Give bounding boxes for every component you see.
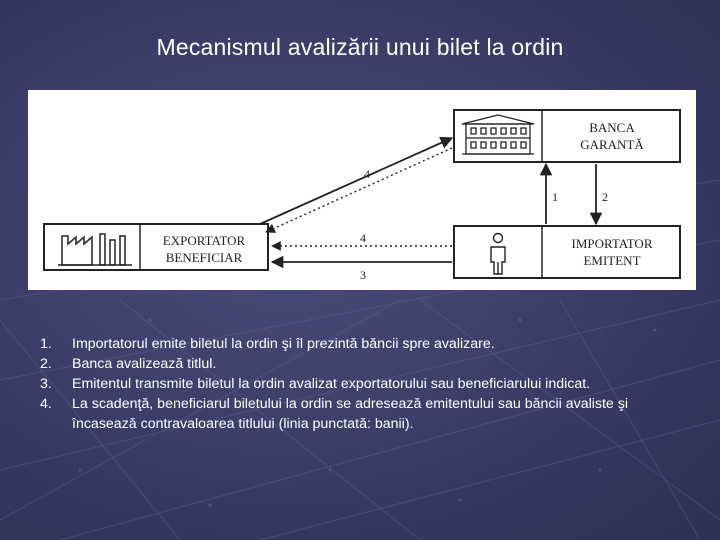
label-2: 2 (602, 190, 608, 204)
arrow-exporter-to-bank (260, 138, 452, 224)
list-item (40, 334, 680, 354)
bank-box (454, 110, 680, 162)
exporter-line2: BENEFICIAR (165, 250, 243, 265)
step-number: 3. (40, 376, 52, 392)
importer-line1: IMPORTATOR (571, 236, 653, 251)
bank-line2: GARANTĂ (580, 137, 644, 152)
importer-line2: EMITENT (583, 253, 641, 268)
diagram-panel (28, 90, 696, 290)
exporter-box (44, 224, 268, 270)
label-4-middle: 4 (360, 231, 366, 245)
importer-box (454, 226, 680, 278)
list-item (40, 394, 680, 434)
step-text: La scadenţă, beneficiarul biletului la ordin se adresează emitentului sau băncii avaliste şi încasează contravaloarea titlului (linia punctată: banii). (72, 396, 629, 432)
list-item (40, 354, 680, 374)
step-number: 4. (40, 396, 52, 412)
exporter-line1: EXPORTATOR (162, 233, 246, 248)
step-text: Importatorul emite biletul la ordin şi îl prezintă băncii spre avalizare. (72, 336, 495, 352)
step-text: Banca avalizează titlul. (72, 356, 217, 372)
step-text: Emitentul transmite biletul la ordin avalizat exportatorului sau beneficiarului indicat. (72, 376, 591, 392)
arrow-bank-to-exporter-dotted (266, 148, 452, 232)
label-4-top: 4 (364, 167, 370, 181)
step-number: 1. (40, 336, 52, 352)
list-item (40, 374, 680, 394)
slide-title: Mecanismul avalizării unui bilet la ordin (156, 34, 564, 60)
flow-diagram (28, 90, 696, 290)
steps-list (40, 334, 680, 434)
label-3: 3 (360, 268, 366, 282)
step-number: 2. (40, 356, 52, 372)
bank-line1: BANCA (589, 120, 635, 135)
label-1: 1 (552, 190, 558, 204)
